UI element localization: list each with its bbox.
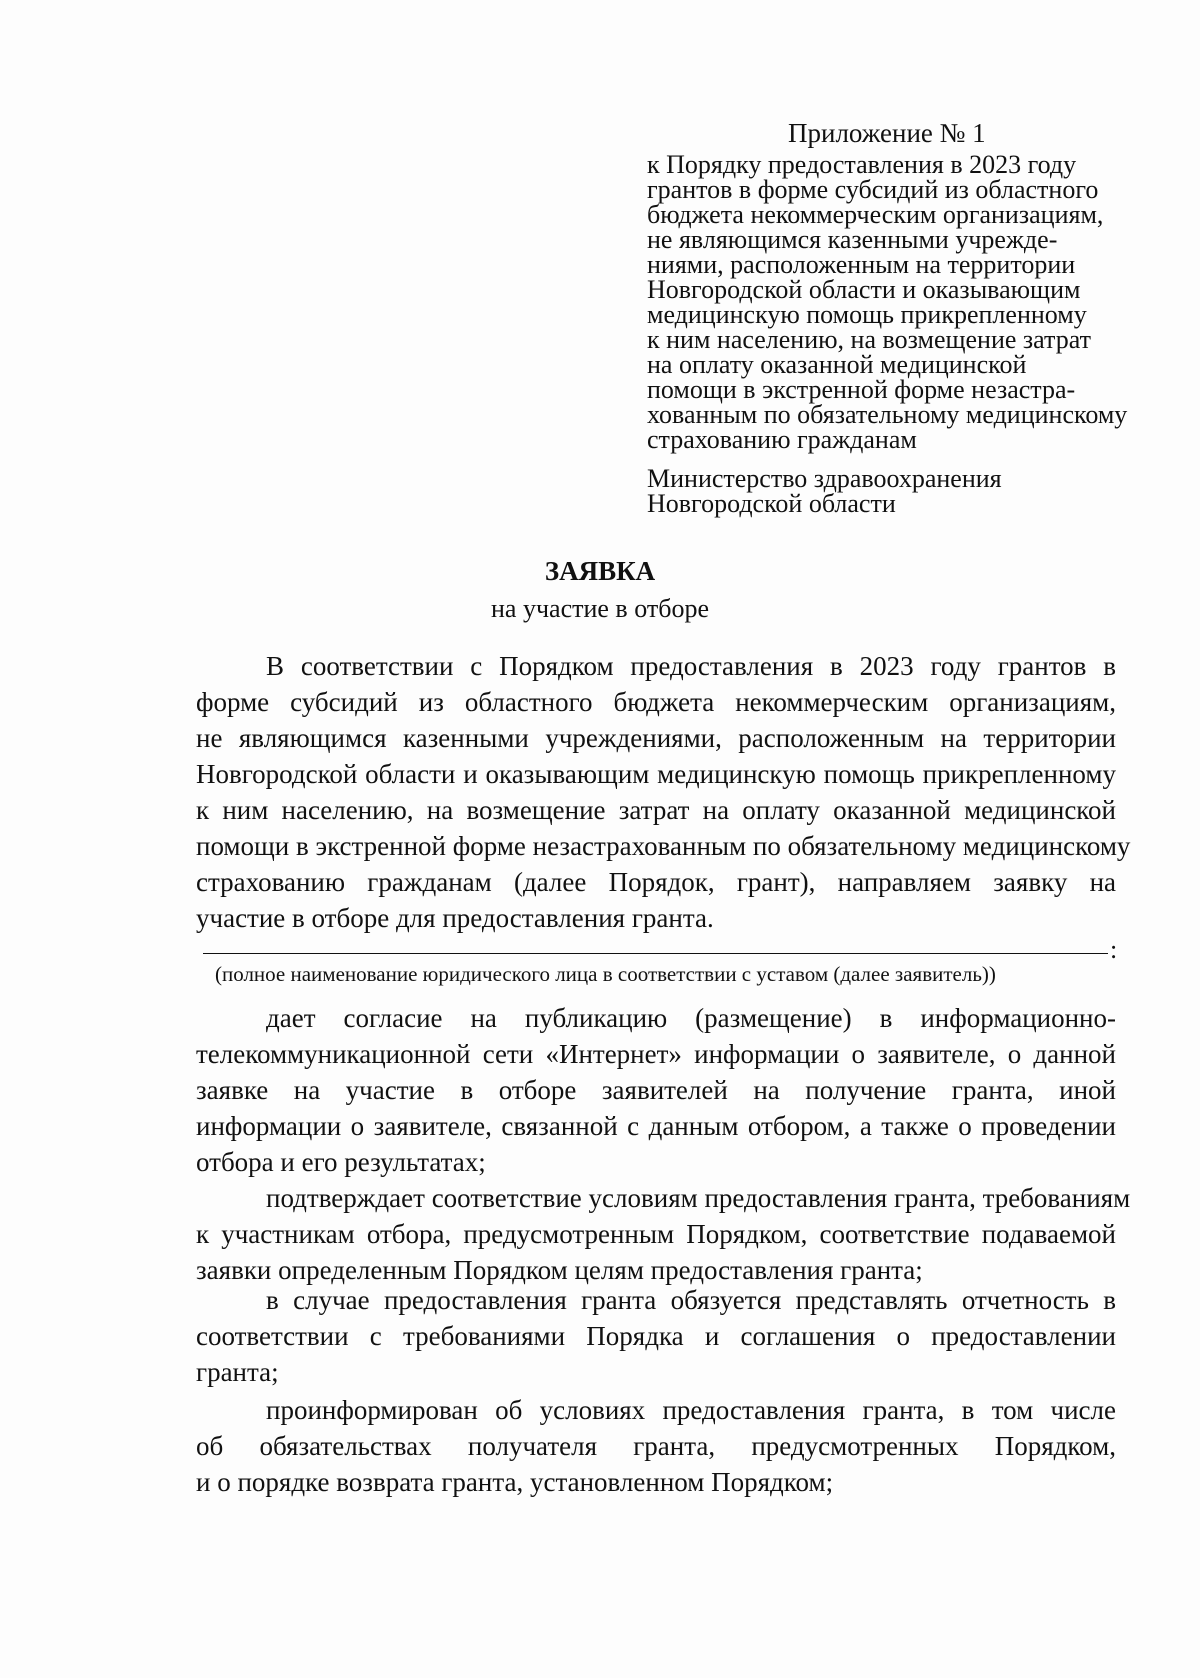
- appendix-line: ниями, расположенным на территории: [647, 250, 1076, 279]
- text-line: к участникам отбора, предусмотренным Порядком, соответствие подаваемой: [196, 1219, 1116, 1249]
- addressee-line: Министерство здравоохранения: [647, 464, 1002, 493]
- appendix-line: к ним населению, на возмещение затрат: [647, 325, 1091, 354]
- paragraph-informed: [196, 1392, 1116, 1500]
- paragraph-consent: [196, 1000, 1116, 1180]
- appendix-line: не являющимся казенными учрежде-: [647, 225, 1058, 254]
- applicant-field-caption: (полное наименование юридического лица в соответствии с уставом (далее заявитель)): [215, 962, 996, 986]
- appendix-line: Новгородской области и оказывающим: [647, 275, 1081, 304]
- text-line: Новгородской области и оказывающим медицинскую помощь прикрепленному: [196, 759, 1116, 789]
- addressee-line: Новгородской области: [647, 489, 896, 518]
- text-line: участие в отборе для предоставления гранта.: [196, 903, 714, 933]
- text-line: информации о заявителе, связанной с данным отбором, а также о проведении: [196, 1111, 1116, 1141]
- text-line: к ним населению, на возмещение затрат на оплату оказанной медицинской: [196, 795, 1116, 825]
- text-line: заявки определенным Порядком целям предоставления гранта;: [196, 1255, 923, 1285]
- text-line: страхованию гражданам (далее Порядок, грант), направляем заявку на: [196, 867, 1116, 897]
- text-line: форме субсидий из областного бюджета некоммерческим организациям,: [196, 687, 1116, 717]
- addressee: [647, 466, 1002, 516]
- text-line: отбора и его результатах;: [196, 1147, 486, 1177]
- appendix-line: грантов в форме субсидий из областного: [647, 175, 1099, 204]
- appendix-line: на оплату оказанной медицинской: [647, 350, 1027, 379]
- text-line: гранта;: [196, 1357, 279, 1387]
- text-line: В соответствии с Порядком предоставления в 2023 году грантов в: [266, 651, 1116, 681]
- text-line: в случае предоставления гранта обязуется представлять отчетность в: [266, 1285, 1116, 1315]
- document-title: ЗАЯВКА: [544, 556, 656, 586]
- appendix-reference: [647, 152, 1167, 452]
- applicant-name-field[interactable]: [203, 952, 1108, 954]
- text-line: телекоммуникационной сети «Интернет» информации о заявителе, о данной: [196, 1039, 1116, 1069]
- text-line: и о порядке возврата гранта, установленном Порядком;: [196, 1467, 834, 1497]
- text-line: не являющимся казенными учреждениями, расположенным на территории: [196, 723, 1116, 753]
- text-line: помощи в экстренной форме незастрахованным по обязательному медицинскому: [196, 831, 1131, 861]
- field-colon: :: [1110, 935, 1118, 964]
- text-line: об обязательствах получателя гранта, предусмотренных Порядком,: [196, 1431, 1116, 1461]
- appendix-line: к Порядку предоставления в 2023 году: [647, 150, 1077, 179]
- appendix-line: медицинскую помощь прикрепленному: [647, 300, 1087, 329]
- document-subtitle: на участие в отборе: [491, 594, 709, 623]
- text-line: подтверждает соответствие условиям предоставления гранта, требованиям: [266, 1183, 1131, 1213]
- appendix-line: бюджета некоммерческим организациям,: [647, 200, 1104, 229]
- paragraph-confirmation: [196, 1180, 1131, 1288]
- text-line: заявке на участие в отборе заявителей на получение гранта, иной: [196, 1075, 1116, 1105]
- text-line: дает согласие на публикацию (размещение) в информационно-: [266, 1003, 1116, 1033]
- paragraph-intro: [196, 648, 1131, 936]
- text-line: соответствии с требованиями Порядка и соглашения о предоставлении: [196, 1321, 1116, 1351]
- appendix-line: хованным по обязательному медицинскому: [647, 400, 1128, 429]
- appendix-title: Приложение № 1: [788, 118, 986, 148]
- text-line: проинформирован об условиях предоставления гранта, в том числе: [266, 1395, 1116, 1425]
- paragraph-reporting: [196, 1282, 1116, 1390]
- appendix-line: помощи в экстренной форме незастра-: [647, 375, 1076, 404]
- appendix-line: страхованию гражданам: [647, 425, 917, 454]
